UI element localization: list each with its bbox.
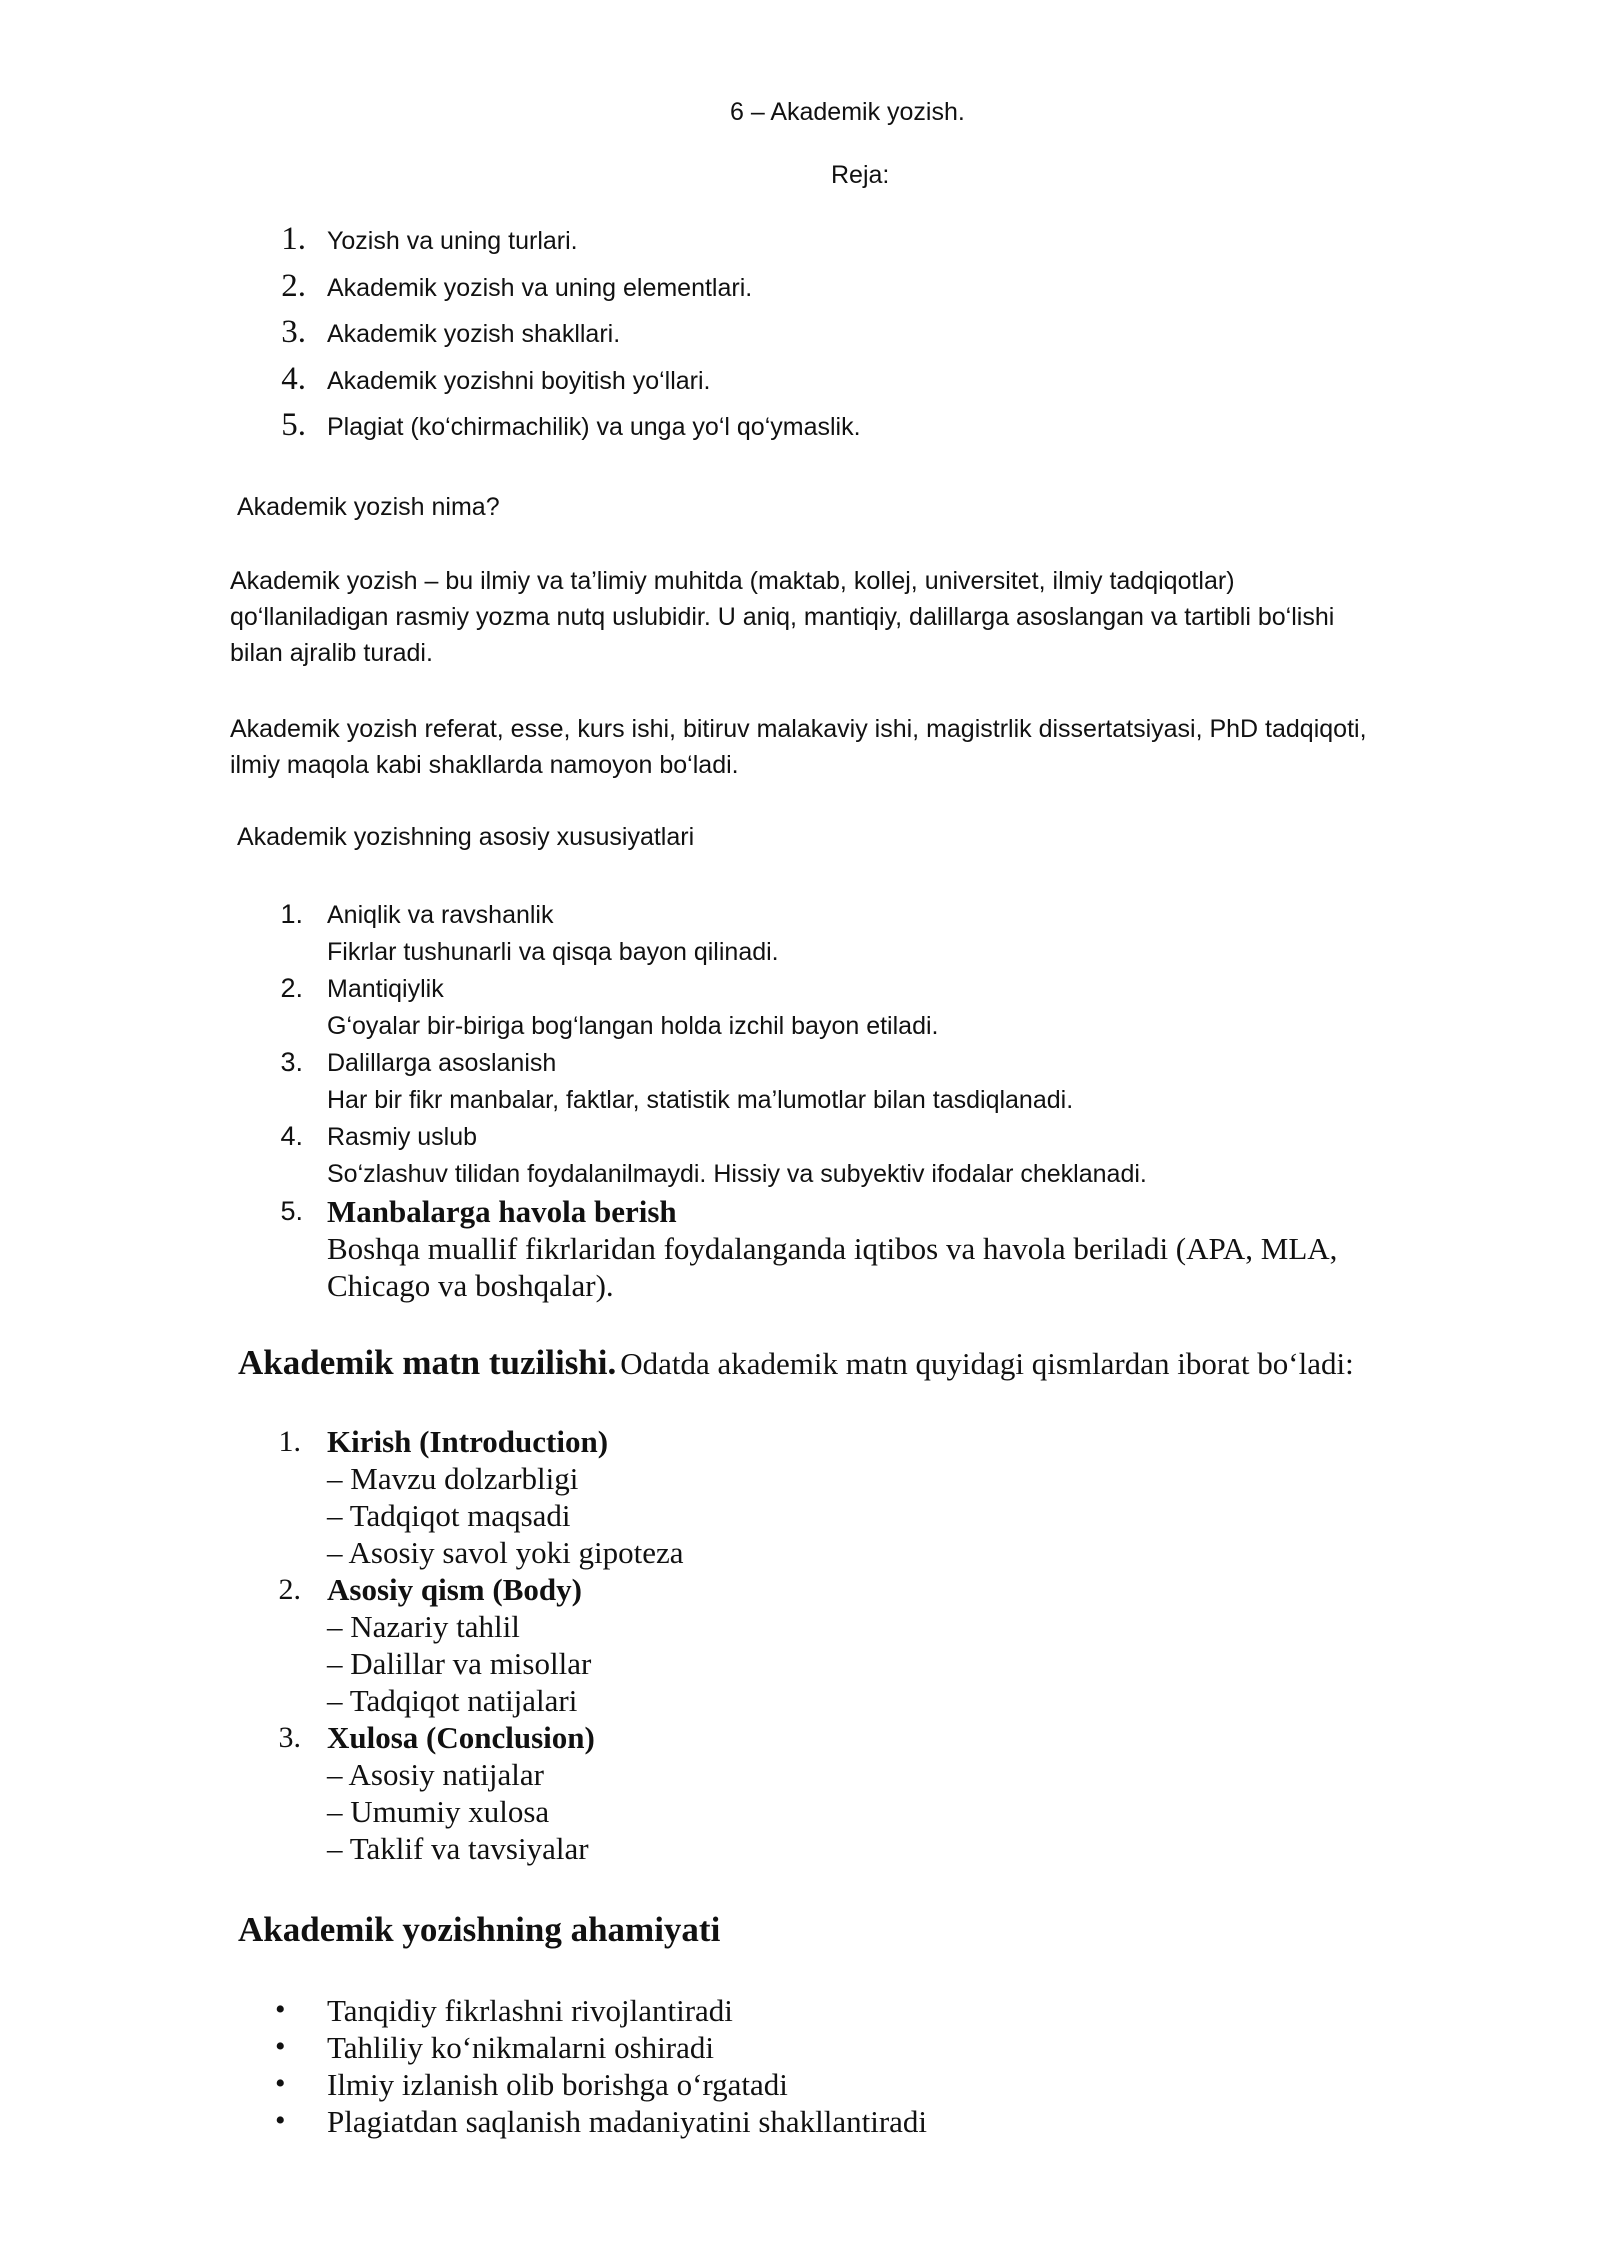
bullet-icon: •: [275, 2104, 286, 2137]
paragraph-line: Akademik yozish referat, esse, kurs ishi, bitiruv malakaviy ishi, magistrlik dissertatsiyasi, PhD tadqiqoti,: [230, 715, 1367, 743]
page-title: 6 – Akademik yozish.: [730, 98, 965, 126]
structure-sub: – Umumiy xulosa: [327, 1794, 550, 1829]
list-number: 3.: [281, 314, 306, 350]
list-number: 3.: [278, 1721, 301, 1754]
structure-sub: – Dalillar va misollar: [327, 1646, 592, 1681]
structure-sub: – Tadqiqot maqsadi: [327, 1498, 571, 1533]
structure-title: Akademik matn tuzilishi.: [238, 1343, 617, 1382]
bullet-icon: •: [275, 2067, 286, 2100]
structure-intro: Odatda akademik matn quyidagi qismlardan iborat bo‘ladi:: [620, 1346, 1354, 1381]
section-heading-definition: Akademik yozish nima?: [237, 493, 500, 521]
list-number: 1.: [281, 221, 306, 257]
feature-desc: Har bir fikr manbalar, faktlar, statistik ma’lumotlar bilan tasdiqlanadi.: [327, 1086, 1074, 1114]
feature-title: Rasmiy uslub: [327, 1123, 478, 1151]
paragraph-line: ilmiy maqola kabi shakllarda namoyon bo‘ladi.: [230, 751, 739, 779]
structure-item-title: Xulosa (Conclusion): [327, 1720, 595, 1755]
paragraph-definition: [230, 563, 1470, 671]
importance-item-text: Tahliliy ko‘nikmalarni oshiradi: [327, 2030, 714, 2065]
list-number: 2.: [280, 973, 303, 1003]
feature-desc: Fikrlar tushunarli va qisqa bayon qilinadi.: [327, 938, 779, 966]
list-number: 1.: [278, 1425, 301, 1458]
feature-desc: Boshqa muallif fikrlaridan foydalanganda iqtibos va havola beriladi (APA, MLA,: [327, 1231, 1338, 1266]
list-number: 2.: [278, 1573, 301, 1606]
list-number: 5.: [281, 407, 306, 443]
list-number: 2.: [281, 268, 306, 304]
section-heading-features: Akademik yozishning asosiy xususiyatlari: [237, 823, 695, 851]
paragraph-line: bilan ajralib turadi.: [230, 639, 433, 667]
plan-item-text: Akademik yozish shakllari.: [327, 320, 621, 348]
structure-sub: – Tadqiqot natijalari: [327, 1683, 578, 1718]
bullet-icon: •: [275, 2030, 286, 2063]
structure-sub: – Asosiy savol yoki gipoteza: [327, 1535, 684, 1570]
importance-item-text: Plagiatdan saqlanish madaniyatini shakllantiradi: [327, 2104, 928, 2139]
importance-item-text: Tanqidiy fikrlashni rivojlantiradi: [327, 1993, 733, 2028]
list-number: 1.: [280, 899, 303, 929]
structure-item-title: Kirish (Introduction): [327, 1424, 609, 1459]
list-number: 4.: [281, 361, 306, 397]
structure-item-title: Asosiy qism (Body): [327, 1572, 582, 1607]
feature-desc: G‘oyalar bir-biriga bog‘langan holda izchil bayon etiladi.: [327, 1012, 939, 1040]
bullet-icon: •: [275, 1993, 286, 2026]
feature-desc: So‘zlashuv tilidan foydalanilmaydi. Hissiy va subyektiv ifodalar cheklanadi.: [327, 1160, 1147, 1188]
list-number: 4.: [280, 1121, 303, 1151]
structure-sub: – Nazariy tahlil: [327, 1609, 520, 1644]
structure-sub: – Asosiy natijalar: [327, 1757, 544, 1792]
paragraph-forms: [230, 711, 1470, 783]
section-heading-structure: [238, 1343, 1354, 1383]
plan-item-text: Akademik yozishni boyitish yo‘llari.: [327, 367, 711, 395]
plan-item-text: Akademik yozish va uning elementlari.: [327, 274, 753, 302]
importance-item-text: Ilmiy izlanish olib borishga o‘rgatadi: [327, 2067, 788, 2102]
feature-title: Mantiqiylik: [327, 975, 444, 1003]
feature-title: Aniqlik va ravshanlik: [327, 901, 554, 929]
paragraph-line: Akademik yozish – bu ilmiy va ta’limiy muhitda (maktab, kollej, universitet, ilmiy tadqiqotlar): [230, 567, 1235, 595]
plan-label: Reja:: [831, 161, 890, 189]
list-number: 3.: [280, 1047, 303, 1077]
feature-title: Manbalarga havola berish: [327, 1194, 677, 1229]
list-number: 5.: [280, 1196, 303, 1226]
section-heading-importance: Akademik yozishning ahamiyati: [238, 1910, 721, 1949]
structure-sub: – Mavzu dolzarbligi: [327, 1461, 579, 1496]
paragraph-line: qo‘llaniladigan rasmiy yozma nutq uslubidir. U aniq, mantiqiy, dalillarga asoslangan va tartibli bo‘lishi: [230, 603, 1335, 631]
plan-item-text: Yozish va uning turlari.: [327, 227, 578, 255]
plan-item-text: Plagiat (ko‘chirmachilik) va unga yo‘l qo‘ymaslik.: [327, 413, 861, 441]
feature-desc: Chicago va boshqalar).: [327, 1268, 614, 1303]
feature-title: Dalillarga asoslanish: [327, 1049, 557, 1077]
structure-sub: – Taklif va tavsiyalar: [327, 1831, 589, 1866]
